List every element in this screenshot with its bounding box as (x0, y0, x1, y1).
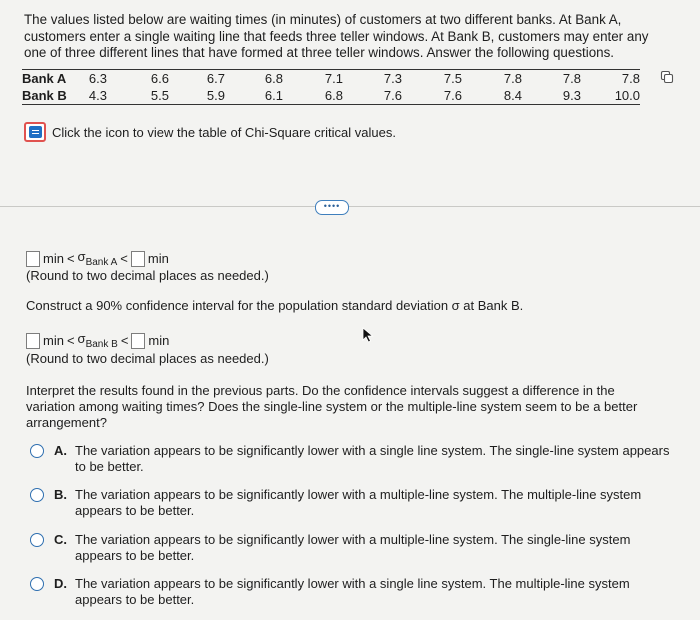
less-than: < (120, 333, 129, 348)
table-cell: 7.6 (402, 87, 462, 105)
radio-button[interactable] (30, 533, 44, 547)
less-than: < (66, 333, 75, 348)
waiting-times-table (22, 69, 640, 105)
table-cell: 8.4 (462, 87, 522, 105)
sigma-bank-a: $\sigma_{Bank A}$ (77, 249, 118, 268)
bank-a-upper-input[interactable] (131, 251, 145, 267)
unit-label: min (148, 333, 170, 348)
table-cell: 7.8 (581, 70, 640, 88)
choice-b[interactable]: B. The variation appears to be significantly lower with a multiple-line system. The multiple-line system appears to be better. (30, 487, 670, 519)
table-cell: 5.9 (169, 87, 225, 105)
table-cell: 6.3 (84, 70, 107, 88)
chi-square-link-text: Click the icon to view the table of Chi-Square critical values. (52, 124, 396, 140)
choice-c[interactable]: C. The variation appears to be significantly lower with a multiple-line system. The single-line system appears to be better. (30, 532, 670, 564)
bank-a-interval (26, 249, 172, 268)
rounding-note: (Round to two decimal places as needed.) (26, 351, 269, 366)
sigma-bank-b: $\sigma_{Bank B}$ (77, 331, 118, 350)
table-cell: 9.3 (522, 87, 581, 105)
table-cell: 4.3 (84, 87, 107, 105)
mouse-cursor-icon (362, 327, 374, 343)
chi-square-table-link[interactable] (24, 122, 396, 142)
bank-b-lower-input[interactable] (26, 333, 40, 349)
less-than: < (120, 251, 128, 266)
section-divider (0, 206, 700, 207)
table-cell: 5.5 (107, 87, 169, 105)
copy-data-icon[interactable] (660, 70, 674, 84)
expand-button[interactable]: •••• (315, 200, 349, 215)
radio-button[interactable] (30, 577, 44, 591)
table-cell: 6.8 (225, 70, 283, 88)
radio-button[interactable] (30, 444, 44, 458)
unit-label: min (147, 251, 169, 266)
table-cell: 7.8 (522, 70, 581, 88)
table-cell: 7.8 (462, 70, 522, 88)
table-cell: 10.0 (581, 87, 640, 105)
table-row-bank-b (22, 87, 640, 105)
bank-a-lower-input[interactable] (26, 251, 40, 267)
interpret-prompt: Interpret the results found in the previous parts. Do the confidence intervals suggest a difference in the variation among waiting times? Does the single-line system or the multiple-line system seem to be a better arrangement? (26, 383, 638, 430)
table-cell: 6.6 (107, 70, 169, 88)
choice-a[interactable]: A. The variation appears to be significantly lower with a single line system. The single-line system appears to be better. (30, 443, 670, 475)
book-icon[interactable] (24, 122, 46, 142)
bank-b-interval (26, 331, 172, 350)
table-cell: 6.7 (169, 70, 225, 88)
question-intro: The values listed below are waiting times (in minutes) of customers at two different banks. At Bank A, customers enter a single waiting line that feeds three teller windows. At Bank B, customers may enter any one of three different lines that have formed at three teller windows. Answer the following questions. (24, 12, 649, 60)
table-cell: 7.6 (343, 87, 402, 105)
radio-button[interactable] (30, 488, 44, 502)
row-label: Bank A (22, 70, 84, 88)
table-cell: 7.1 (283, 70, 343, 88)
bank-b-prompt: Construct a 90% confidence interval for the population standard deviation σ at Bank B. (26, 298, 524, 313)
rounding-note: (Round to two decimal places as needed.) (26, 268, 269, 283)
unit-label: min (43, 333, 64, 348)
less-than: < (66, 251, 75, 266)
bank-b-upper-input[interactable] (131, 333, 145, 349)
table-cell: 6.8 (283, 87, 343, 105)
row-label: Bank B (22, 87, 84, 105)
table-cell: 6.1 (225, 87, 283, 105)
table-cell: 7.3 (343, 70, 402, 88)
unit-label: min (43, 251, 64, 266)
table-row-bank-a (22, 70, 640, 88)
choice-d[interactable]: D. The variation appears to be significantly lower with a single line system. The multiple-line system appears to be better. (30, 576, 670, 608)
table-cell: 7.5 (402, 70, 462, 88)
